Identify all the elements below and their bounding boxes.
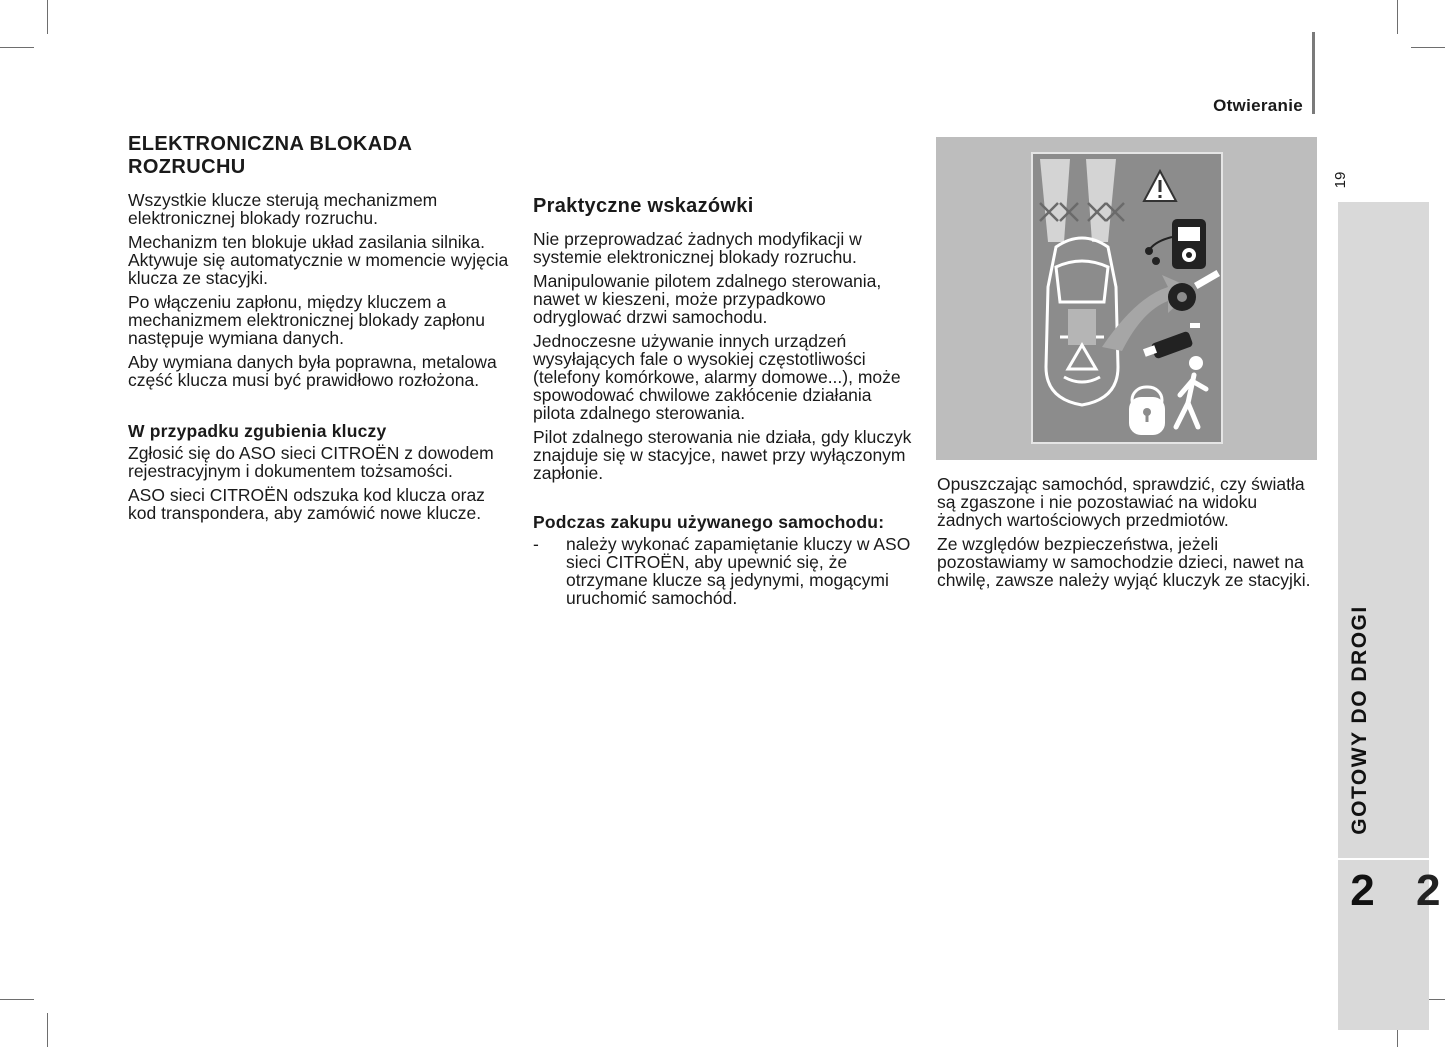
column-practical-tips	[533, 195, 918, 607]
crop-mark	[47, 1013, 48, 1047]
section-title: Otwieranie	[1213, 96, 1303, 115]
subheading-used-car: Podczas zakupu używanego samochodu:	[533, 512, 885, 532]
paragraph: Jednoczesne używanie innych urządzeń wysyłających fale o wysokiej częstotliwości (telefony komórkowe, alarmy domowe...), może spowodować chwilowe zakłócenie działania pilota zdalnego sterowania.	[533, 331, 901, 423]
paragraph: Opuszczając samochód, sprawdzić, czy światła są zgaszone i nie pozostawiać na widoku żadnych wartościowych przedmiotów.	[937, 474, 1305, 530]
chapter-number-ghost: 2	[1416, 866, 1441, 915]
list-marker: -	[533, 534, 539, 554]
paragraph: Nie przeprowadzać żadnych modyfikacji w systemie elektronicznej blokady rozruchu.	[533, 229, 862, 267]
column-immobiliser	[128, 133, 513, 528]
list-item-text: należy wykonać zapamiętanie kluczy w ASO sieci CITROËN, aby upewnić się, że otrzymane klucze są jedynymi, mogącymi uruchomić samochód.	[566, 534, 911, 608]
section-bar	[1312, 32, 1315, 114]
paragraph: Pilot zdalnego sterowania nie działa, gdy kluczyk znajduje się w stacyjce, nawet przy wyłączonym zapłonie.	[533, 427, 912, 483]
subheading-lost-keys: W przypadku zgubienia kluczy	[128, 421, 387, 441]
page-number: 19	[1332, 171, 1349, 189]
crop-mark	[1397, 0, 1398, 34]
paragraph: Mechanizm ten blokuje układ zasilania silnika. Aktywuje się automatycznie w momencie wyjęcia klucza ze stacyjki.	[128, 232, 509, 288]
chapter-number: 2	[1350, 866, 1375, 915]
heading-practical-tips: Praktyczne wskazówki	[533, 195, 754, 217]
paragraph: Manipulowanie pilotem zdalnego sterowania, nawet w kieszeni, może przypadkowo odryglować drzwi samochodu.	[533, 271, 882, 327]
column-leaving-car	[937, 475, 1317, 595]
list-item	[533, 535, 918, 607]
paragraph: Wszystkie klucze sterują mechanizmem elektronicznej blokady rozruchu.	[128, 190, 438, 228]
crop-mark	[0, 47, 34, 48]
paragraph: Aby wymiana danych była poprawna, metalowa część klucza musi być prawidłowo rozłożona.	[128, 352, 497, 390]
key-safety-illustration	[936, 137, 1317, 460]
paragraph: Zgłosić się do ASO sieci CITROËN z dowodem rejestracyjnym i dokumentem tożsamości.	[128, 443, 494, 481]
paragraph: Ze względów bezpieczeństwa, jeżeli pozostawiamy w samochodzie dzieci, nawet na chwilę, zawsze należy wyjąć kluczyk ze stacyjki.	[937, 534, 1311, 590]
heading-immobiliser: ELEKTRONICZNA BLOKADA ROZRUCHU	[128, 133, 412, 178]
child-seat-icon	[1068, 309, 1096, 345]
paragraph: Po włączeniu zapłonu, między kluczem a mechanizmem elektronicznej blokady zapłonu następuje wymiana danych.	[128, 292, 485, 348]
chapter-label: GOTOWY DO DROGI	[1348, 605, 1371, 835]
crop-mark	[47, 0, 48, 34]
paragraph: ASO sieci CITROËN odszuka kod klucza oraz kod transpondera, aby zamówić nowe klucze.	[128, 485, 485, 523]
crop-mark	[1411, 47, 1445, 48]
crop-mark	[0, 999, 34, 1000]
